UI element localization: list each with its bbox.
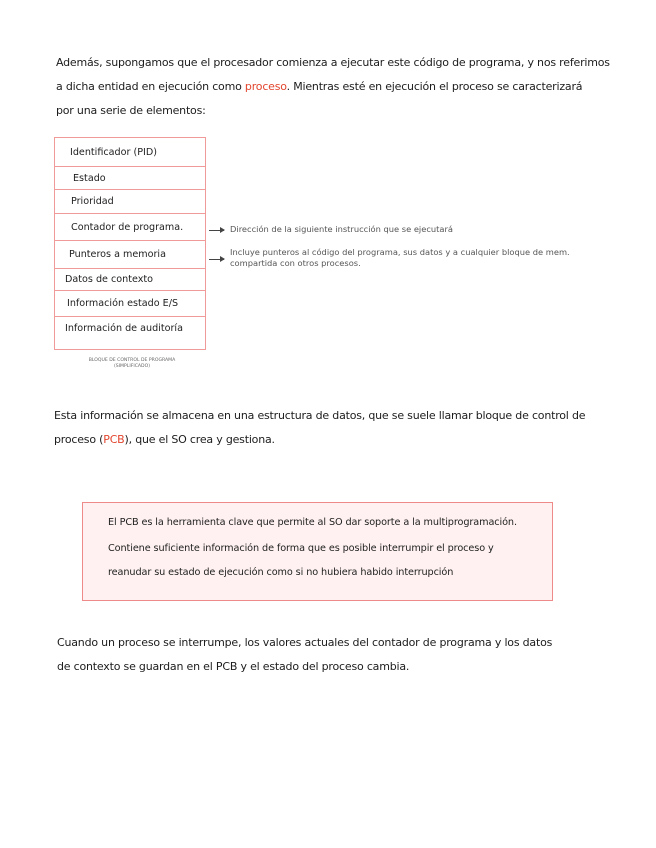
term-proceso: proceso xyxy=(244,80,287,93)
pcb-row-es: Información estado E/S xyxy=(55,291,205,317)
intro-line-2-end: . Mientras esté en ejecución el proceso se caracterizará xyxy=(286,80,583,93)
pcb-line-2-end: ), que el SO crea y gestiona. xyxy=(124,433,275,446)
pcb-row-punteros: Punteros a memoria xyxy=(55,241,205,269)
pcb-paragraph xyxy=(54,404,585,452)
term-pcb: PCB xyxy=(103,433,125,446)
key-idea-line-2: Contiene suficiente información de forma que es posible interrumpir el proceso y xyxy=(108,543,494,554)
arrow-icon xyxy=(209,259,224,260)
intro-line-2 xyxy=(56,75,610,99)
arrow-icon xyxy=(209,230,224,231)
pcb-row-contador: Contador de programa. xyxy=(55,214,205,241)
intro-line-2-start: a dicha entidad en ejecución como xyxy=(56,80,245,93)
pcb-row-auditoria: Información de auditoría xyxy=(65,322,183,334)
interrupt-line-2: de contexto se guardan en el PCB y el estado del proceso cambia. xyxy=(57,660,410,673)
pcb-row-prioridad: Prioridad xyxy=(55,190,205,214)
pcb-caption xyxy=(82,358,182,370)
interrupt-line-1: Cuando un proceso se interrumpe, los valores actuales del contador de programa y los datos xyxy=(57,636,553,649)
pcb-row-estado: Estado xyxy=(55,167,205,190)
pcb-line-2 xyxy=(54,428,585,452)
intro-paragraph xyxy=(56,51,610,123)
key-idea-line-3: reanudar su estado de ejecución como si no hubiera habido interrupción xyxy=(108,567,454,578)
pcb-caption-line-1: BLOQUE DE CONTROL DE PROGRAMA (SIMPLIFICADO) xyxy=(88,358,176,369)
pcb-table xyxy=(54,137,206,350)
pcb-line-1: Esta información se almacena en una estructura de datos, que se suele llamar bloque de control de xyxy=(54,409,586,422)
annotation-program-counter: Dirección de la siguiente instrucción que se ejecutará xyxy=(230,224,453,234)
annotation-memory-pointers-1: Incluye punteros al código del programa, sus datos y a cualquier bloque de mem. xyxy=(230,247,570,257)
key-idea-box xyxy=(82,502,553,601)
interrupt-paragraph xyxy=(57,631,552,679)
pcb-row-contexto: Datos de contexto xyxy=(55,269,205,291)
pcb-row-pid: Identificador (PID) xyxy=(55,138,205,167)
pcb-line-2-start: proceso ( xyxy=(54,433,104,446)
annotation-memory-pointers-2: compartida con otros procesos. xyxy=(230,258,361,268)
intro-line-3: por una serie de elementos: xyxy=(56,104,206,117)
intro-line-1: Además, supongamos que el procesador comienza a ejecutar este código de programa, y nos referimos xyxy=(56,56,610,69)
key-idea-line-1: El PCB es la herramienta clave que permite al SO dar soporte a la multiprogramación. xyxy=(108,517,517,528)
